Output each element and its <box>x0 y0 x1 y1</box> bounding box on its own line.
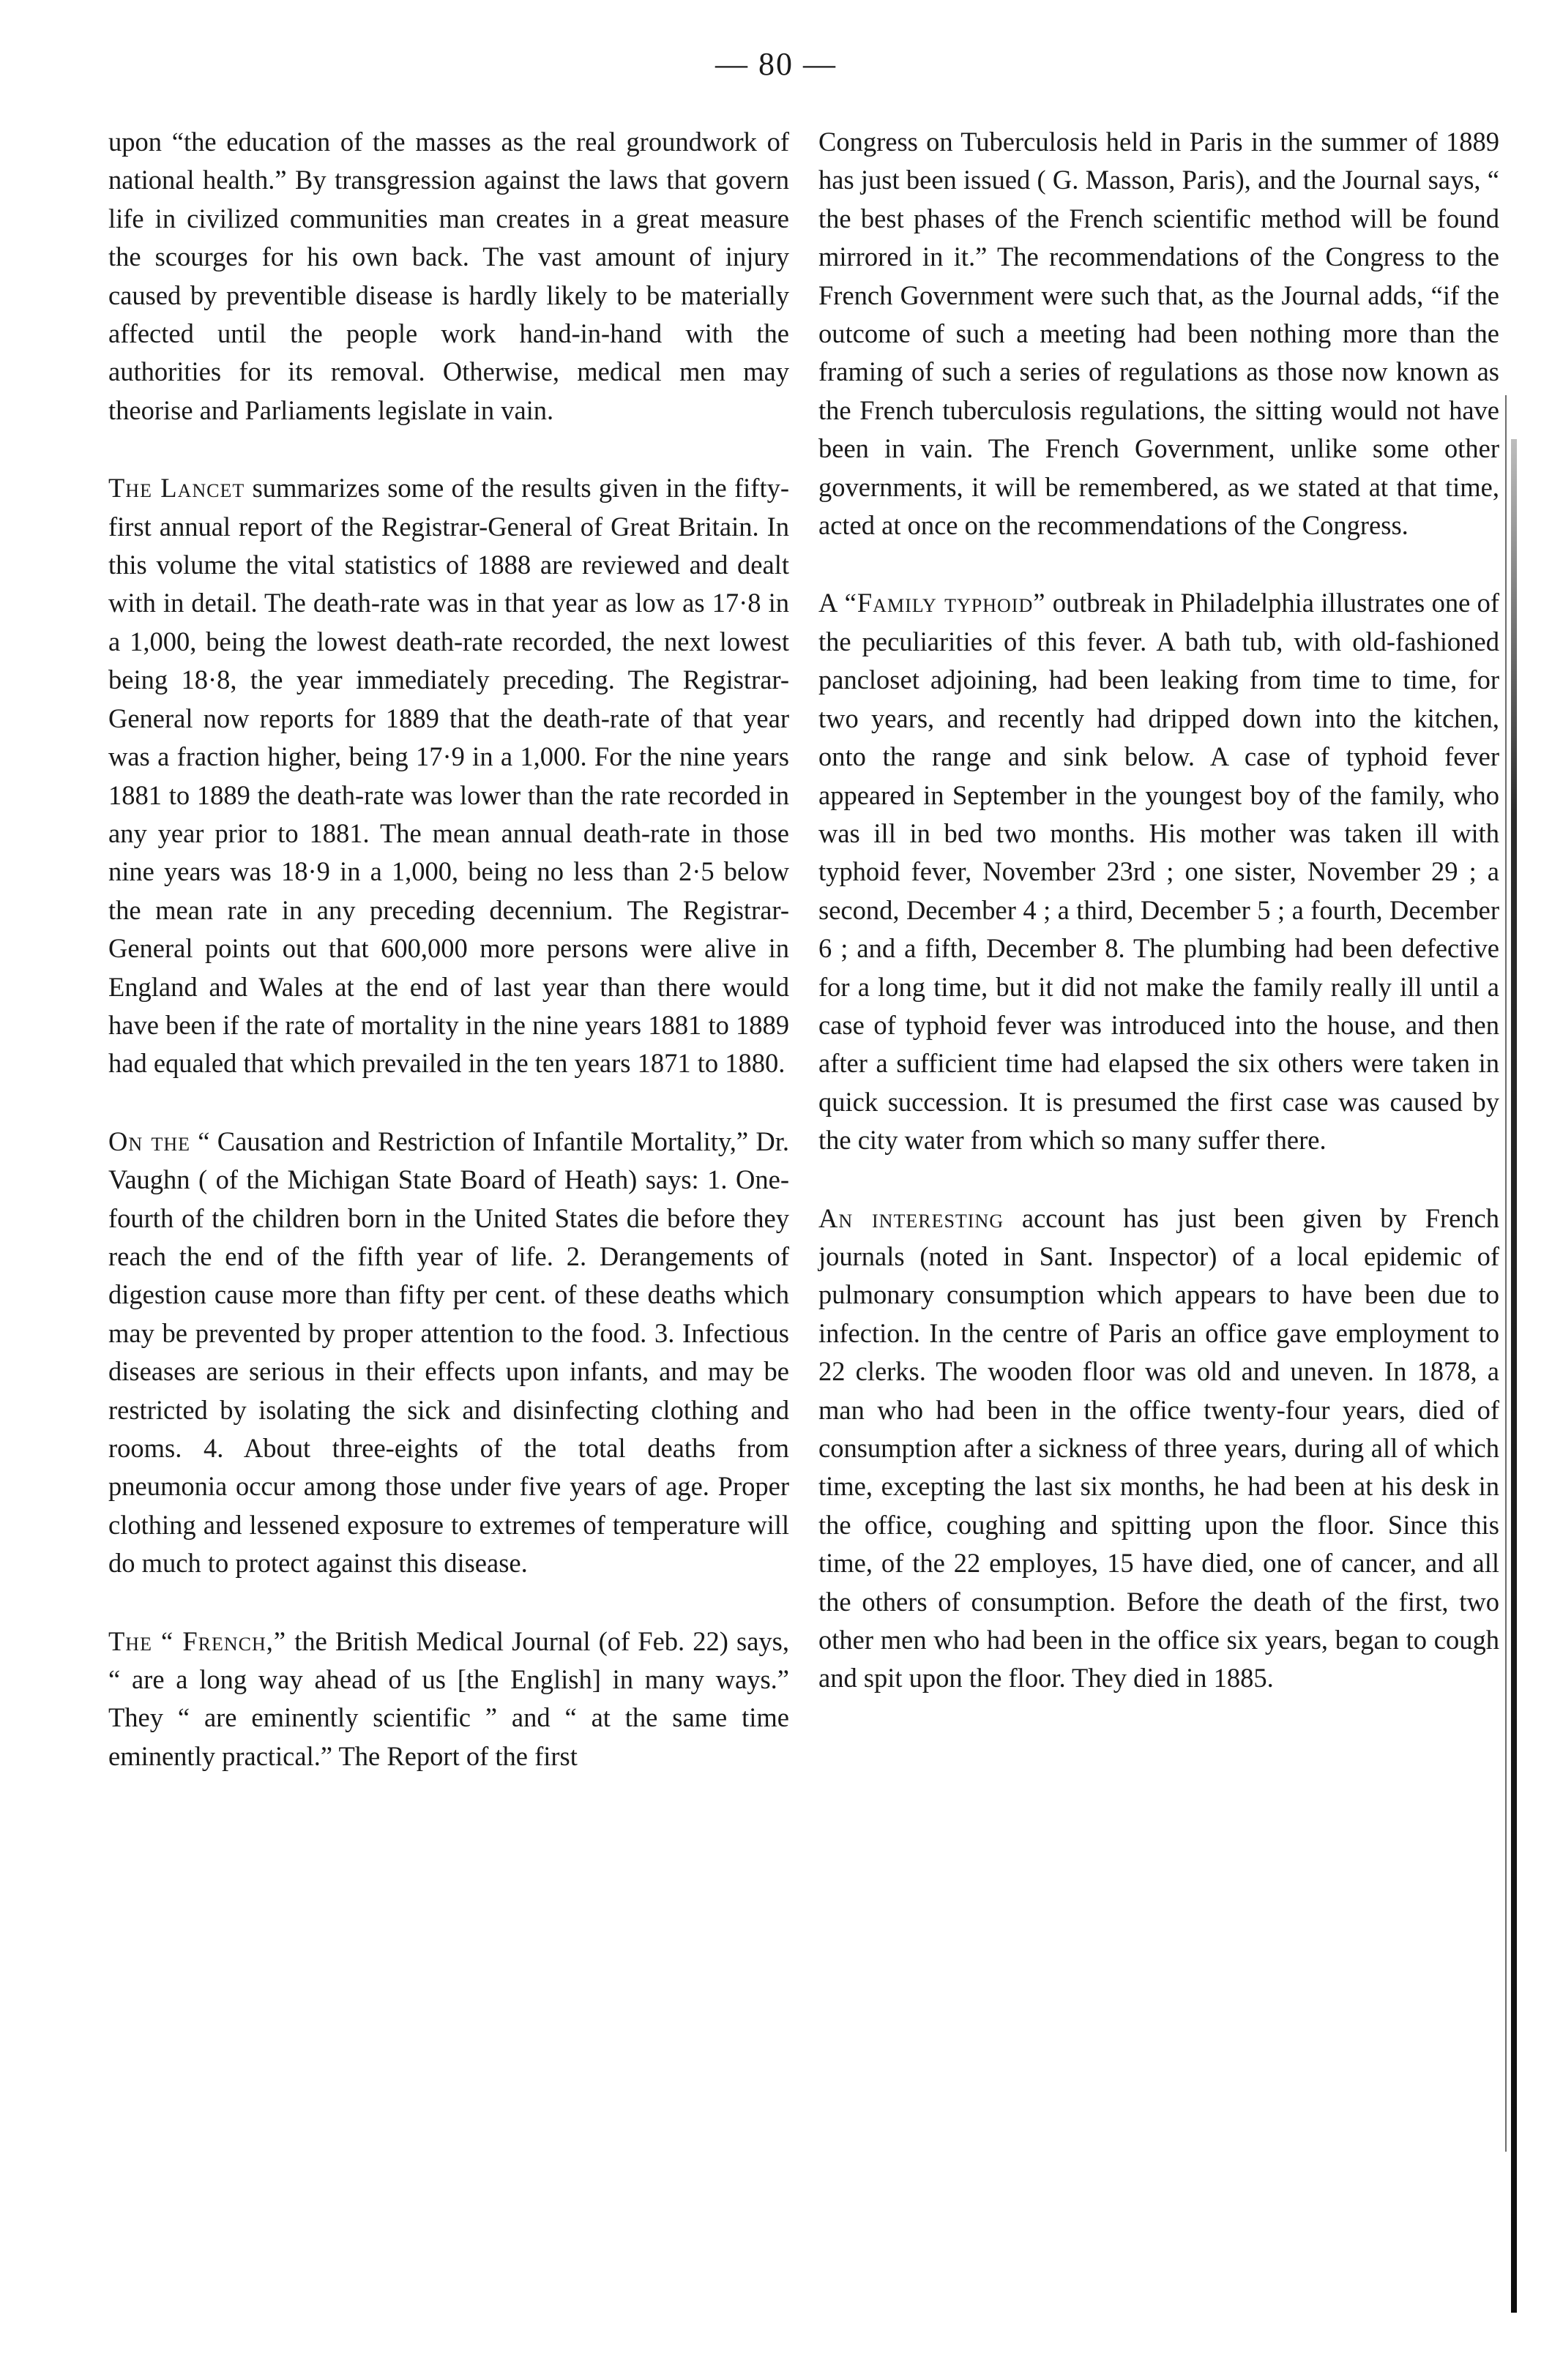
paragraph-lead: A “Family typhoid” <box>818 588 1046 618</box>
paragraph-text: outbreak in Philadelphia illustrates one of the peculiarities of this fever. A bath tub, with old-fashioned pancloset adjoining, had been leaking from time to time, for two years, and recently had dripped down into the kitchen, onto the range and sink below. A case of typhoid fever appeared in September in the youngest boy of the family, who was ill in bed two months. His mother was taken ill with typhoid fever, November 23rd ; one sister, November 29 ; a second, December 4 ; a third, December 5 ; a fourth, December 6 ; and a fifth, December 8. The plumbing had been defective for a long time, but it did not make the family really ill until a case of typhoid fever was introduced into the house, and then after a sufficient time had elapsed the six others were taken in quick succession. It is presumed the first case was caused by the city water from which so many suffer there. <box>818 588 1500 1156</box>
paragraph-lead: An interesting <box>818 1202 1004 1233</box>
paragraph-text: “ Causation and Restriction of Infantile Mortality,” Dr. Vaughn ( of the Michigan State Board of Heath) says: 1. One-fourth of the children born in the United States die before they reach the end of the fifth year of life. 2. Derangements of digestion cause more than fifty per cent. of these deaths which may be prevented by proper attention to the food. 3. Infectious diseases are serious in their effects upon infants, and may be restricted by isolating the sick and disinfecting clothing and rooms. 4. About three-eights of the total deaths from pneumonia occur among those under five years of age. Proper clothing and lessened exposure to extremes of temperature will do much to protect against this disease. <box>108 1126 789 1579</box>
paragraph-infantile-mortality <box>108 1123 789 1583</box>
paragraph-lancet-registrar <box>108 469 789 1083</box>
right-column <box>818 123 1499 1737</box>
paragraph-lead: The Lancet <box>108 473 245 504</box>
paragraph-consumption-epidemic <box>818 1200 1499 1698</box>
left-column <box>108 123 789 1815</box>
binding-edge-shadow <box>1511 439 1517 2313</box>
paragraph-text: summarizes some of the results given in the fifty-first annual report of the Registrar-General of Great Britain. In this volume the vital statistics of 1888 are reviewed and dealt with in detail. The death-rate was in that year as low as 17·8 in a 1,000, being the lowest death-rate recorded, the next lowest being 18·8, the year immediately preceding. The Registrar-General now reports for 1889 that the death-rate of that year was a fraction higher, being 17·9 in a 1,000. For the nine years 1881 to 1889 the death-rate was lower than the rate recorded in any year prior to 1881. The mean annual death-rate in those nine years was 18·9 in a 1,000, being no less than 2·5 below the mean rate in any preceding decennium. The Registrar-General points out that 600,000 more persons were alive in England and Wales at the end of last year than there would have been if the rate of mortality in the nine years 1881 to 1889 had equaled that which prevailed in the ten years 1871 to 1880. <box>108 473 789 1079</box>
paragraph-french-journal <box>108 1623 789 1776</box>
paragraph-lead: On the <box>108 1126 190 1156</box>
paragraph-education-health <box>108 123 789 430</box>
page-edge-line <box>1505 395 1507 2152</box>
paragraph-text: account has just been given by French journals (noted in Sant. Inspector) of a local epidemic of pulmonary consumption which appears to have been due to infection. In the centre of Paris an office gave employment to 22 clerks. The wooden floor was old and uneven. In 1878, a man who had been in the office twenty-four years, died of consumption after a sickness of three years, during all of which time, excepting the last six months, he had been at his desk in the office, coughing and spitting upon the floor. Since this time, of the 22 employes, 15 have died, one of cancer, and all the others of consumption. Before the death of the first, two other men who had been in the office six years, began to cough and spit upon the floor. They died in 1885. <box>818 1202 1499 1694</box>
paragraph-text: the British Medical Journal (of Feb. 22) says, “ are a long way ahead of us [the English] in many ways.” They “ are eminently scientific ” and “ at the same time eminently practical.” The Report of the first <box>108 1625 789 1771</box>
paragraph-lead: The “ French,” <box>108 1625 287 1656</box>
paragraph-family-typhoid <box>818 584 1499 1159</box>
page-number: — 80 — <box>715 46 837 82</box>
paragraph-tuberculosis-congress <box>818 123 1499 545</box>
paragraph-text: Congress on Tuberculosis held in Paris in the summer of 1889 has just been issued ( G. Masson, Paris), and the Journal says, “ the best phases of the French scientific method will be found mirrored in it.” The recommendations of the Congress to the French Government were such that, as the Journal adds, “if the outcome of such a meeting had been nothing more than the framing of such a series of regulations as those now known as the French tuberculosis regulations, the sitting would not have been in vain. The French Government, unlike some other governments, it will be remembered, as we stated at that time, acted at once on the recommendations of the Congress. <box>818 127 1499 541</box>
paragraph-text: upon “the education of the masses as the real groundwork of national health.” By transgression against the laws that govern life in civilized communities man creates in a great measure the scourges for his own back. The vast amount of injury caused by preventible disease is hardly likely to be materially affected until the people work hand-in-hand with the authorities for its removal. Otherwise, medical men may theorise and Parliaments legislate in vain. <box>108 127 789 425</box>
